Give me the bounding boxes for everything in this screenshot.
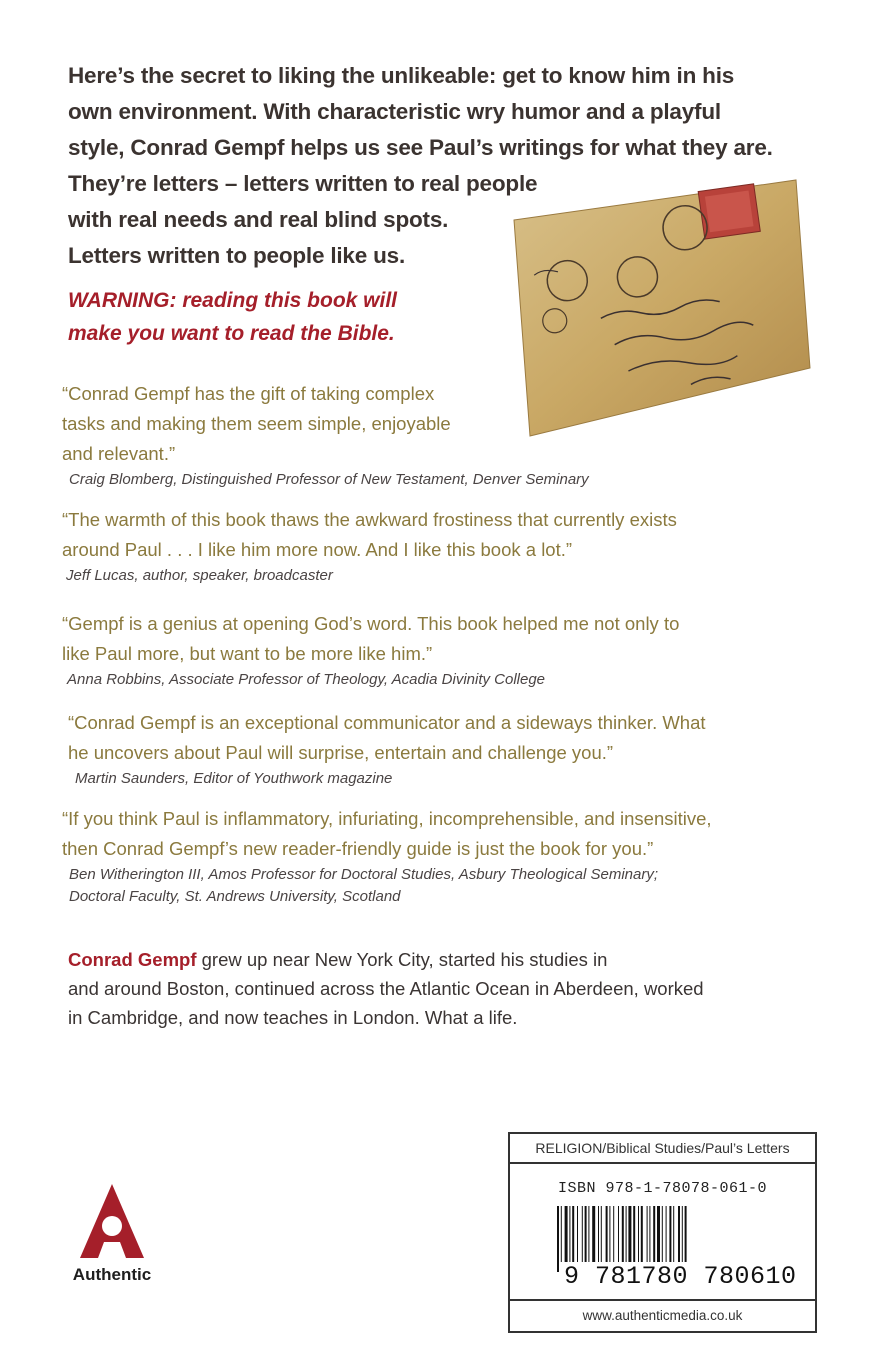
blurb-line: Here’s the secret to liking the unlikeable: get to know him in his	[68, 63, 735, 88]
svg-text:Authentic: Authentic	[72, 1265, 152, 1284]
quote-attribution: Martin Saunders, Editor of Youthwork magazine	[75, 770, 393, 787]
quote-attribution: Anna Robbins, Associate Professor of Theology, Acadia Divinity College	[67, 671, 546, 688]
blurb-line: style, Conrad Gempf helps us see Paul’s writings for what they are.	[68, 135, 773, 160]
quote-attribution: Craig Blomberg, Distinguished Professor of New Testament, Denver Seminary	[69, 471, 589, 488]
quote-2: “The warmth of this book thaws the awkward frostiness that currently exists around Paul . . . I like him more now. And I like this book a lot.” Jeff Lucas, author, speaker, broadcaster	[62, 505, 677, 587]
quote-5: “If you think Paul is inflammatory, infuriating, incomprehensible, and insensitive, then Conrad Gempf’s new reader-friendly guide is just the book for you.” Ben Witherington III, Amos Professor for Doctoral Studies, Asbury Theological Seminary; Doctoral Faculty, St. Andrews University, Scotland	[62, 804, 712, 908]
isbn-text: ISBN 978-1-78078-061-0	[557, 1180, 768, 1197]
barcode-bar	[557, 1206, 559, 1272]
quote-attribution: Doctoral Faculty, St. Andrews University, Scotland	[69, 888, 401, 905]
barcode-box	[508, 1132, 817, 1333]
quote-attribution: Ben Witherington III, Amos Professor for Doctoral Studies, Asbury Theological Seminary;	[69, 866, 659, 883]
quote-1: “Conrad Gempf has the gift of taking complex tasks and making them seem simple, enjoyable and relevant.” Craig Blomberg, Distinguished Professor of New Testament, Denver Seminary	[62, 379, 589, 491]
barcode-digits: 9 781780 780610	[560, 1262, 804, 1291]
category-label: RELIGION/Biblical Studies/Paul’s Letters	[510, 1134, 815, 1164]
author-name: Conrad Gempf	[68, 949, 197, 970]
blurb-line: with real needs and real blind spots.	[68, 207, 449, 232]
blurb-line: They’re letters – letters written to real people	[68, 171, 538, 196]
author-bio: Conrad Gempf grew up near New York City, started his studies in and around Boston, continued across the Atlantic Ocean in Aberdeen, worked in Cambridge, and now teaches in London. What a life.	[68, 949, 704, 1028]
blurb-line: own environment. With characteristic wry humor and a playful	[68, 99, 721, 124]
publisher-logo	[62, 1180, 162, 1290]
quote-4: “Conrad Gempf is an exceptional communicator and a sideways thinker. What he uncovers about Paul will surprise, entertain and challenge you.” Martin Saunders, Editor of Youthwork magazine	[68, 708, 706, 790]
quote-3: “Gempf is a genius at opening God’s word. This book helped me not only to like Paul more, but want to be more like him.” Anna Robbins, Associate Professor of Theology, Acadia Divinity College	[62, 609, 679, 691]
warning-text: WARNING: reading this book will make you want to read the Bible.	[68, 289, 398, 345]
blurb-line: Letters written to people like us.	[68, 243, 406, 268]
quote-attribution: Jeff Lucas, author, speaker, broadcaster	[66, 567, 333, 584]
website-url: www.authenticmedia.co.uk	[510, 1299, 815, 1331]
